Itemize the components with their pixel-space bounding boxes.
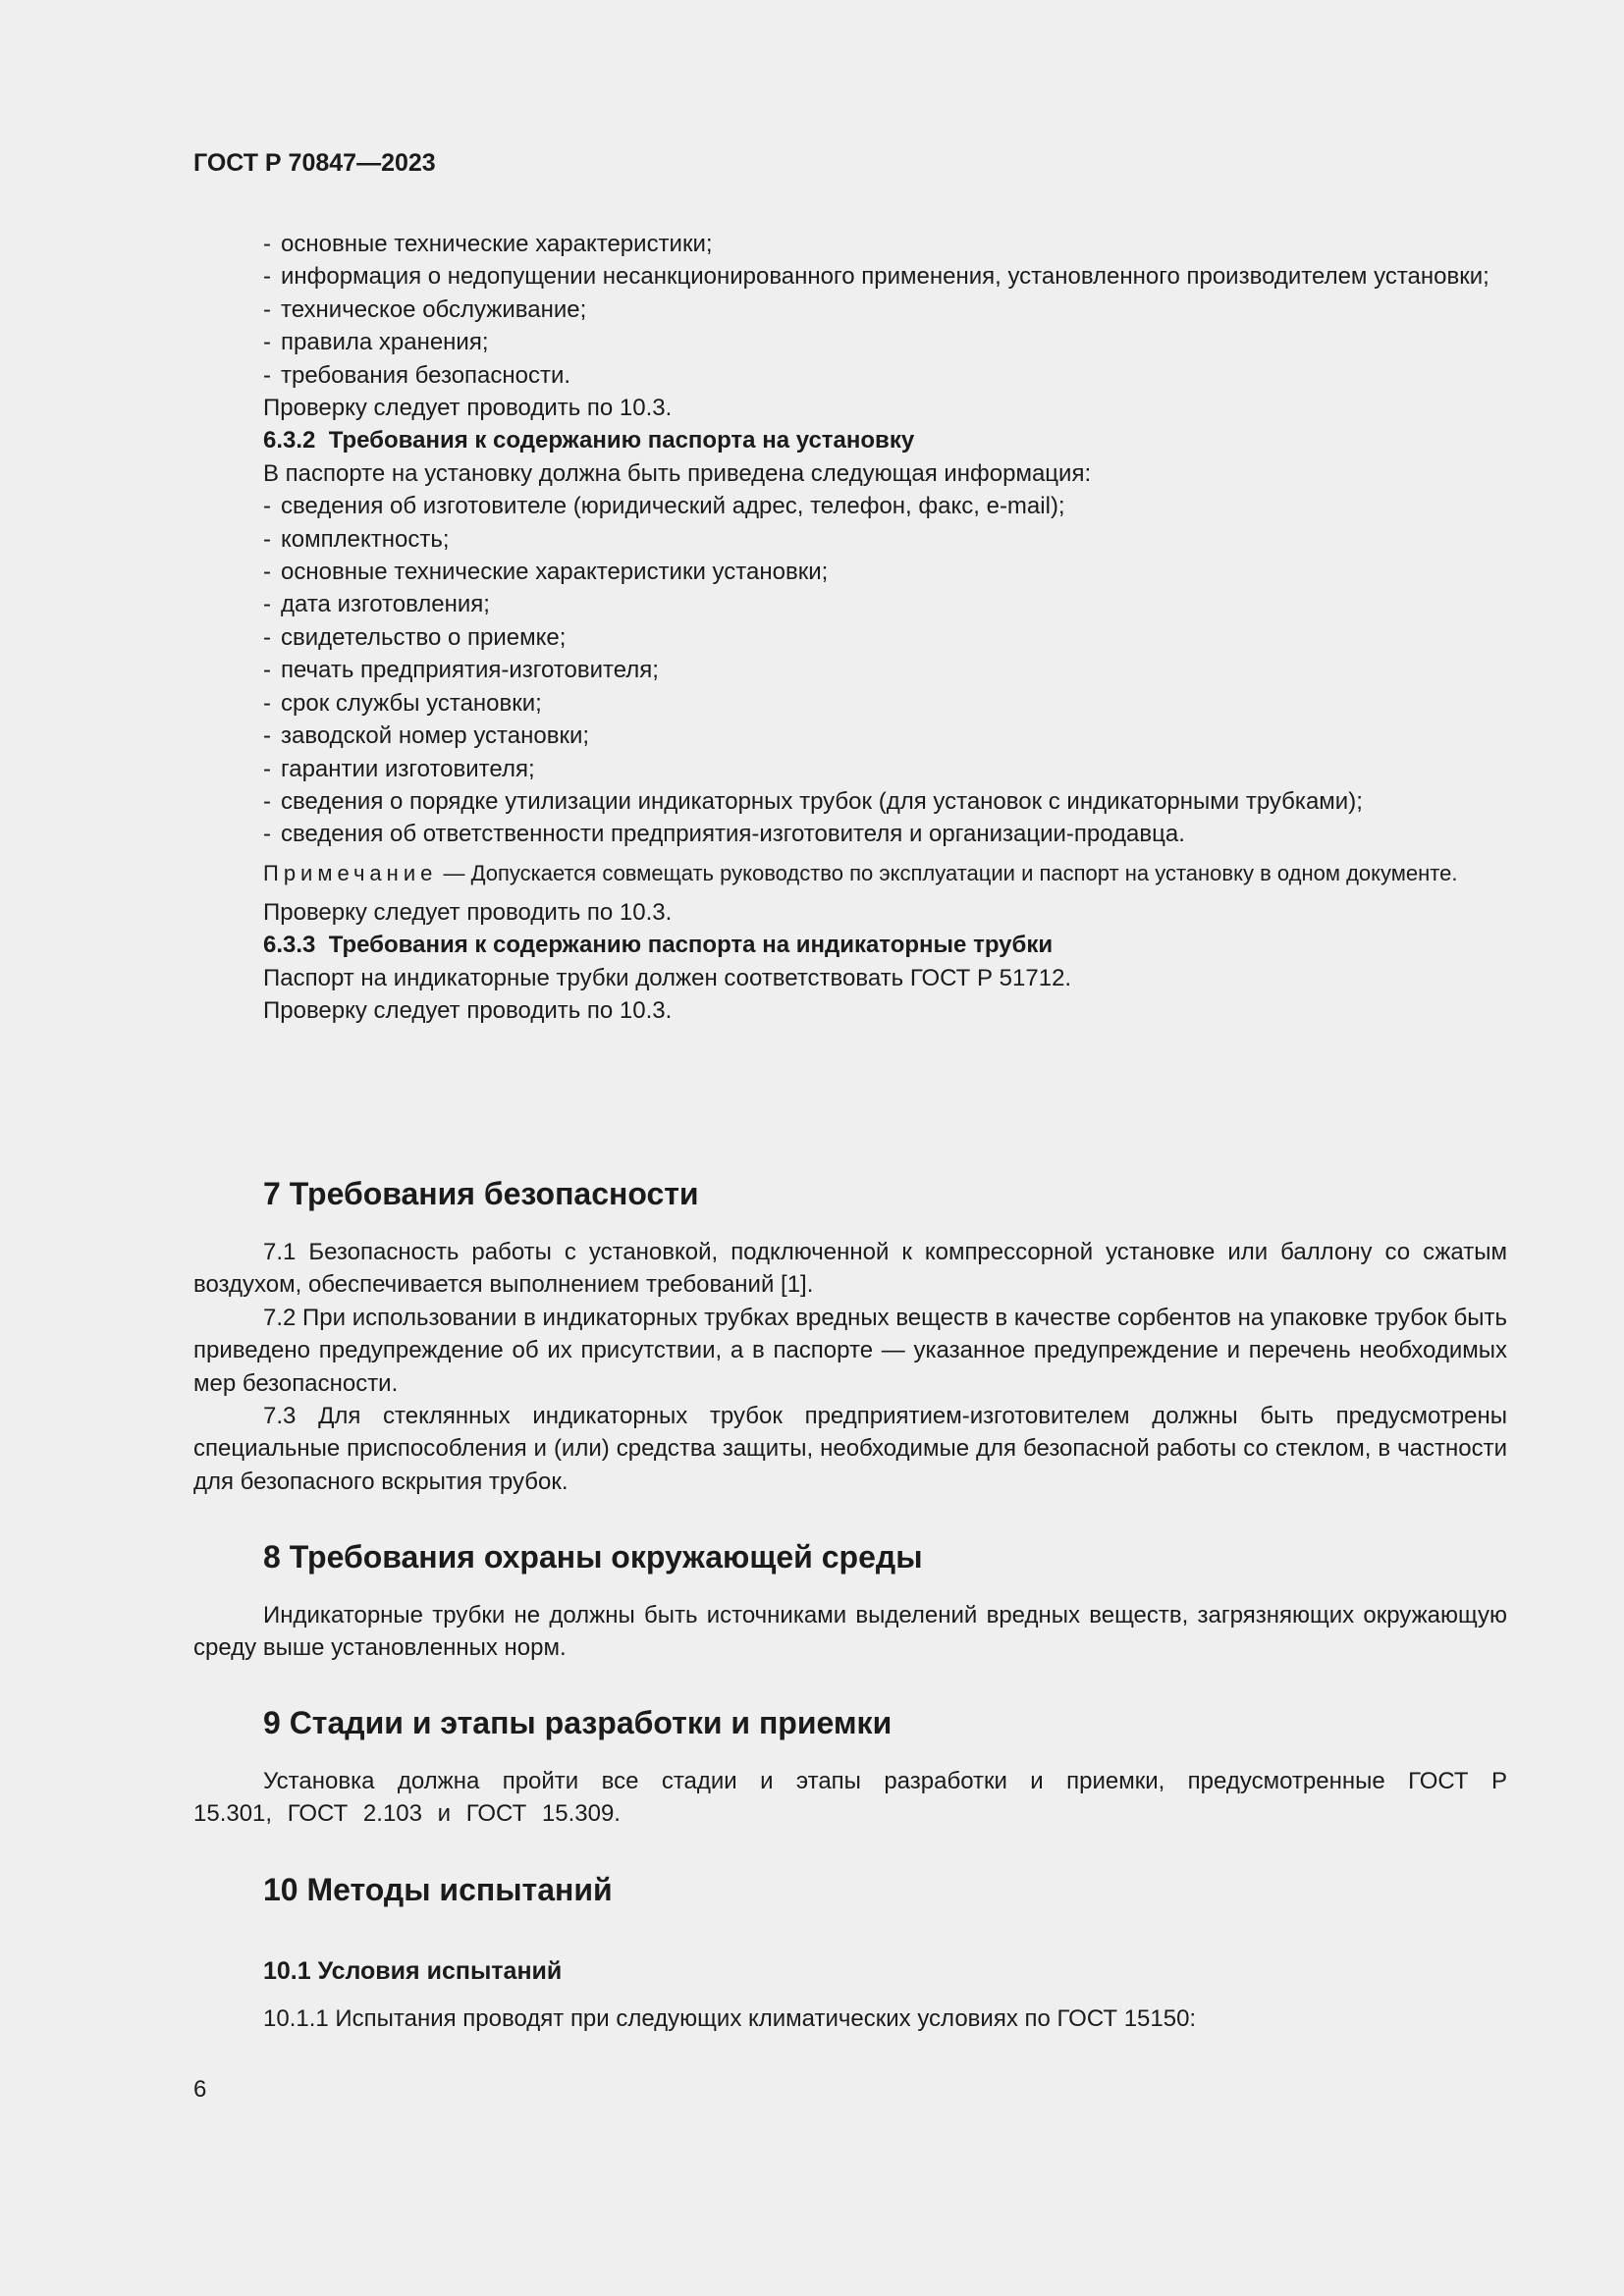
section-7-body (193, 1236, 1507, 1498)
page-number: 6 (193, 2076, 207, 2103)
list-item: - сведения об изготовителе (юридический адрес, телефон, факс, e-mail); (263, 493, 1065, 520)
section-heading: 6.3.3 Требования к содержанию паспорта на индикаторные трубки (263, 932, 1054, 959)
check-reference: Проверку следует проводить по 10.3. (263, 395, 673, 422)
list-item: - заводской номер установки; (263, 722, 590, 750)
paragraph: 7.2 При использовании в индикаторных трубках вредных веществ в качестве сорбентов на упаковке трубок быть приведено предупреждение об их присутствии, а в паспорте — указанное предупреждение и перечень необходимых мер безопасности. (193, 1304, 1507, 1397)
list-item: - сведения о порядке утилизации индикаторных трубок (для установок с индикаторными трубками); (263, 787, 1363, 815)
document-header: ГОСТ Р 70847—2023 (193, 149, 436, 177)
section-7-heading: 7 Требования безопасности (263, 1176, 699, 1211)
paragraph: Установка должна пройти все стадии и этапы разработки и приемки, предусмотренные ГОСТ Р 15.301, ГОСТ 2.103 и ГОСТ 15.309. (193, 1768, 1507, 1828)
section-10-heading: 10 Методы испытаний (263, 1872, 613, 1907)
list-item: - требования безопасности. (263, 361, 571, 389)
list-item: - дата изготовления; (263, 591, 490, 618)
list-item: - срок службы установки; (263, 689, 542, 717)
paragraph: В паспорте на установку должна быть приведена следующая информация: (263, 459, 1092, 487)
list-item: - печать предприятия-изготовителя; (263, 657, 659, 684)
section-8-body (193, 1599, 1507, 1665)
paragraph: Индикаторные трубки не должны быть источниками выделений вредных веществ, загрязняющих окружающую среду выше установленных норм. (193, 1602, 1507, 1662)
paragraph: 10.1.1 Испытания проводят при следующих климатических условиях по ГОСТ 15150: (263, 2005, 1197, 2032)
list-item: - техническое обслуживание; (263, 295, 587, 323)
list-item: - сведения об ответственности предприятия-изготовителя и организации-продавца. (263, 821, 1185, 848)
paragraph: 7.1 Безопасность работы с установкой, подключенной к компрессорной установке или баллону со сжатым воздухом, обеспечивается выполнением требований [1]. (193, 1239, 1507, 1299)
note: Примечание — Допускается совмещать руководство по эксплуатации и паспорт на установку в одном документе. (263, 860, 1458, 885)
paragraph: 7.3 Для стеклянных индикаторных трубок предприятием-изготовителем должны быть предусмотрены специальные приспособления и (или) средства защиты, необходимые для безопасной работы со стеклом, в частности для безопасного вскрытия трубок. (193, 1403, 1507, 1495)
section-8-heading: 8 Требования охраны окружающей среды (263, 1539, 923, 1575)
section-9-body (193, 1765, 1507, 1831)
list-item: - информация о недопущении несанкционированного применения, установленного производителем установки; (263, 263, 1489, 291)
section-heading: 6.3.2 Требования к содержанию паспорта на установку (263, 427, 915, 454)
paragraph: Паспорт на индикаторные трубки должен соответствовать ГОСТ Р 51712. (263, 964, 1072, 991)
list-item: - основные технические характеристики; (263, 231, 713, 257)
list-item: - свидетельство о приемке; (263, 623, 567, 651)
list-item: - комплектность; (263, 525, 450, 553)
section-10-1-heading: 10.1 Условия испытаний (263, 1957, 563, 1985)
check-reference: Проверку следует проводить по 10.3. (263, 898, 673, 926)
list-item: - основные технические характеристики установки; (263, 559, 829, 586)
section-10-1-1 (193, 2002, 1507, 2035)
section-6-3-1-tail (193, 228, 1507, 1027)
list-item: - правила хранения; (263, 329, 489, 356)
list-item: - гарантии изготовителя; (263, 755, 535, 782)
section-9-heading: 9 Стадии и этапы разработки и приемки (263, 1705, 893, 1740)
check-reference: Проверку следует проводить по 10.3. (263, 996, 673, 1024)
